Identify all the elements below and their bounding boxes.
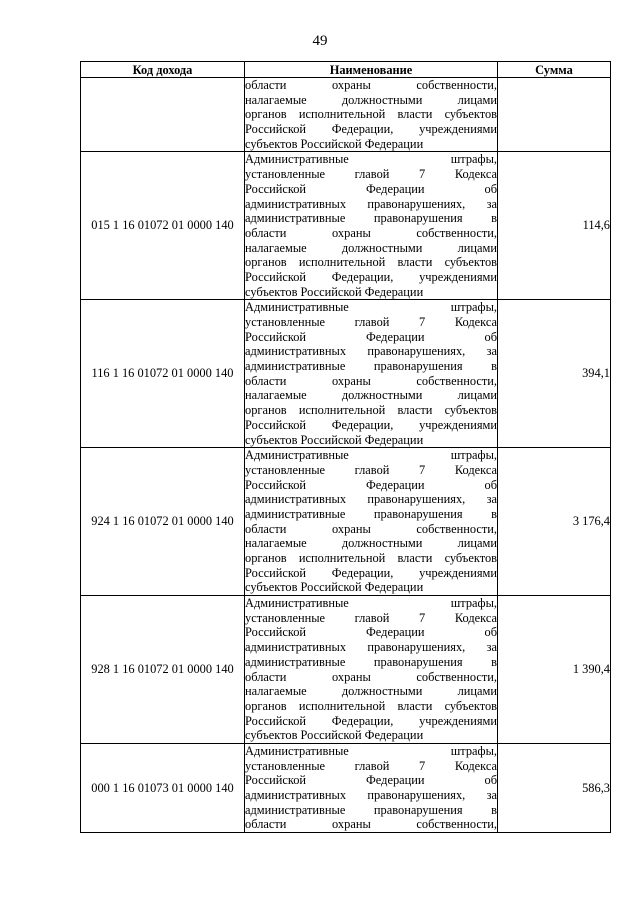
table-row xyxy=(81,596,611,744)
amount-cell: 114,6 xyxy=(498,152,611,300)
name-line: административные правонарушения в xyxy=(245,211,497,226)
table-row xyxy=(81,448,611,596)
name-line: Административные штрафы, xyxy=(245,448,497,463)
table-row xyxy=(81,152,611,300)
table-row xyxy=(81,743,611,832)
name-line: области охраны собственности, xyxy=(245,373,497,388)
name-line: органов исполнительной власти субъектов xyxy=(245,698,497,713)
name-line: субъектов Российской Федерации xyxy=(245,136,424,151)
name-line: области охраны собственности, xyxy=(245,78,497,92)
name-line: субъектов Российской Федерации xyxy=(245,580,424,595)
revenue-name-cell xyxy=(245,300,498,448)
name-line: органов исполнительной власти субъектов xyxy=(245,551,497,565)
name-line: налагаемые должностными лицами xyxy=(245,388,497,403)
revenue-code-cell: 015 1 16 01072 01 0000 140 xyxy=(81,152,245,300)
name-line: административных правонарушениях, за xyxy=(245,344,497,359)
name-line: налагаемые должностными лицами xyxy=(245,684,497,699)
name-line: Российской Федерации об xyxy=(245,329,497,344)
name-line: административных правонарушениях, за xyxy=(245,640,497,655)
revenue-name-cell xyxy=(245,152,498,300)
table-header-row xyxy=(81,62,611,78)
amount-cell: 586,3 xyxy=(498,743,611,832)
amount-cell: 3 176,4 xyxy=(498,448,611,596)
name-line: Российской Федерации, учреждениями xyxy=(245,565,497,580)
name-line: Административные штрафы, xyxy=(245,300,497,315)
name-line: административных правонарушениях, за xyxy=(245,788,497,802)
revenue-code-cell: 924 1 16 01072 01 0000 140 xyxy=(81,448,245,596)
revenue-code-cell xyxy=(81,78,245,152)
name-line: административных правонарушениях, за xyxy=(245,492,497,507)
name-line: налагаемые должностными лицами xyxy=(245,92,497,107)
name-line: органов исполнительной власти субъектов xyxy=(245,255,497,270)
name-line: установленные главой 7 Кодекса xyxy=(245,462,497,477)
name-line: Российской Федерации, учреждениями xyxy=(245,122,497,137)
name-line: области охраны собственности, xyxy=(245,225,497,240)
amount-cell: 394,1 xyxy=(498,300,611,448)
table-body xyxy=(81,78,611,833)
revenue-name-cell xyxy=(245,448,498,596)
amount-cell: 1 390,4 xyxy=(498,596,611,744)
name-line: Российской Федерации об xyxy=(245,625,497,640)
name-line: установленные главой 7 Кодекса xyxy=(245,758,497,773)
name-line: административных правонарушениях, за xyxy=(245,196,497,211)
revenue-name-cell xyxy=(245,78,498,152)
name-line: Российской Федерации об xyxy=(245,477,497,492)
name-line: Административные штрафы, xyxy=(245,743,497,758)
column-header-name: Наименование xyxy=(245,62,498,78)
amount-cell xyxy=(498,78,611,152)
revenue-code-cell: 928 1 16 01072 01 0000 140 xyxy=(81,596,245,744)
revenue-table xyxy=(80,61,611,833)
name-line: административные правонарушения в xyxy=(245,506,497,521)
name-line: органов исполнительной власти субъектов xyxy=(245,107,497,122)
column-header-code: Код дохода xyxy=(81,62,245,78)
name-line: установленные главой 7 Кодекса xyxy=(245,315,497,329)
name-line: налагаемые должностными лицами xyxy=(245,536,497,551)
table-row xyxy=(81,78,611,152)
name-line: Российской Федерации, учреждениями xyxy=(245,713,497,728)
revenue-code-cell: 116 1 16 01072 01 0000 140 xyxy=(81,300,245,448)
revenue-name-cell xyxy=(245,596,498,744)
name-line: органов исполнительной власти субъектов xyxy=(245,403,497,418)
column-header-amount: Сумма xyxy=(498,62,611,78)
name-line: административные правонарушения в xyxy=(245,654,497,669)
name-line: субъектов Российской Федерации xyxy=(245,728,424,743)
name-line: Российской Федерации, учреждениями xyxy=(245,417,497,432)
name-line: области охраны собственности, xyxy=(245,521,497,536)
name-line: области охраны собственности, xyxy=(245,669,497,684)
page-number: 49 xyxy=(312,33,328,49)
name-line: Административные штрафы, xyxy=(245,596,497,611)
name-line: установленные главой 7 Кодекса xyxy=(245,610,497,625)
name-line: Российской Федерации об xyxy=(245,773,497,788)
name-line: административные правонарушения в xyxy=(245,802,497,817)
name-line: административные правонарушения в xyxy=(245,359,497,374)
name-line: налагаемые должностными лицами xyxy=(245,240,497,255)
name-line: установленные главой 7 Кодекса xyxy=(245,167,497,182)
name-line: Российской Федерации об xyxy=(245,181,497,196)
revenue-code-cell: 000 1 16 01073 01 0000 140 xyxy=(81,743,245,832)
table-row xyxy=(81,300,611,448)
revenue-name-cell xyxy=(245,743,498,832)
name-line: субъектов Российской Федерации xyxy=(245,432,424,447)
name-line: субъектов Российской Федерации xyxy=(245,284,424,299)
name-line: Административные штрафы, xyxy=(245,152,497,167)
name-line: Российской Федерации, учреждениями xyxy=(245,269,497,284)
name-line: области охраны собственности, xyxy=(245,817,497,832)
